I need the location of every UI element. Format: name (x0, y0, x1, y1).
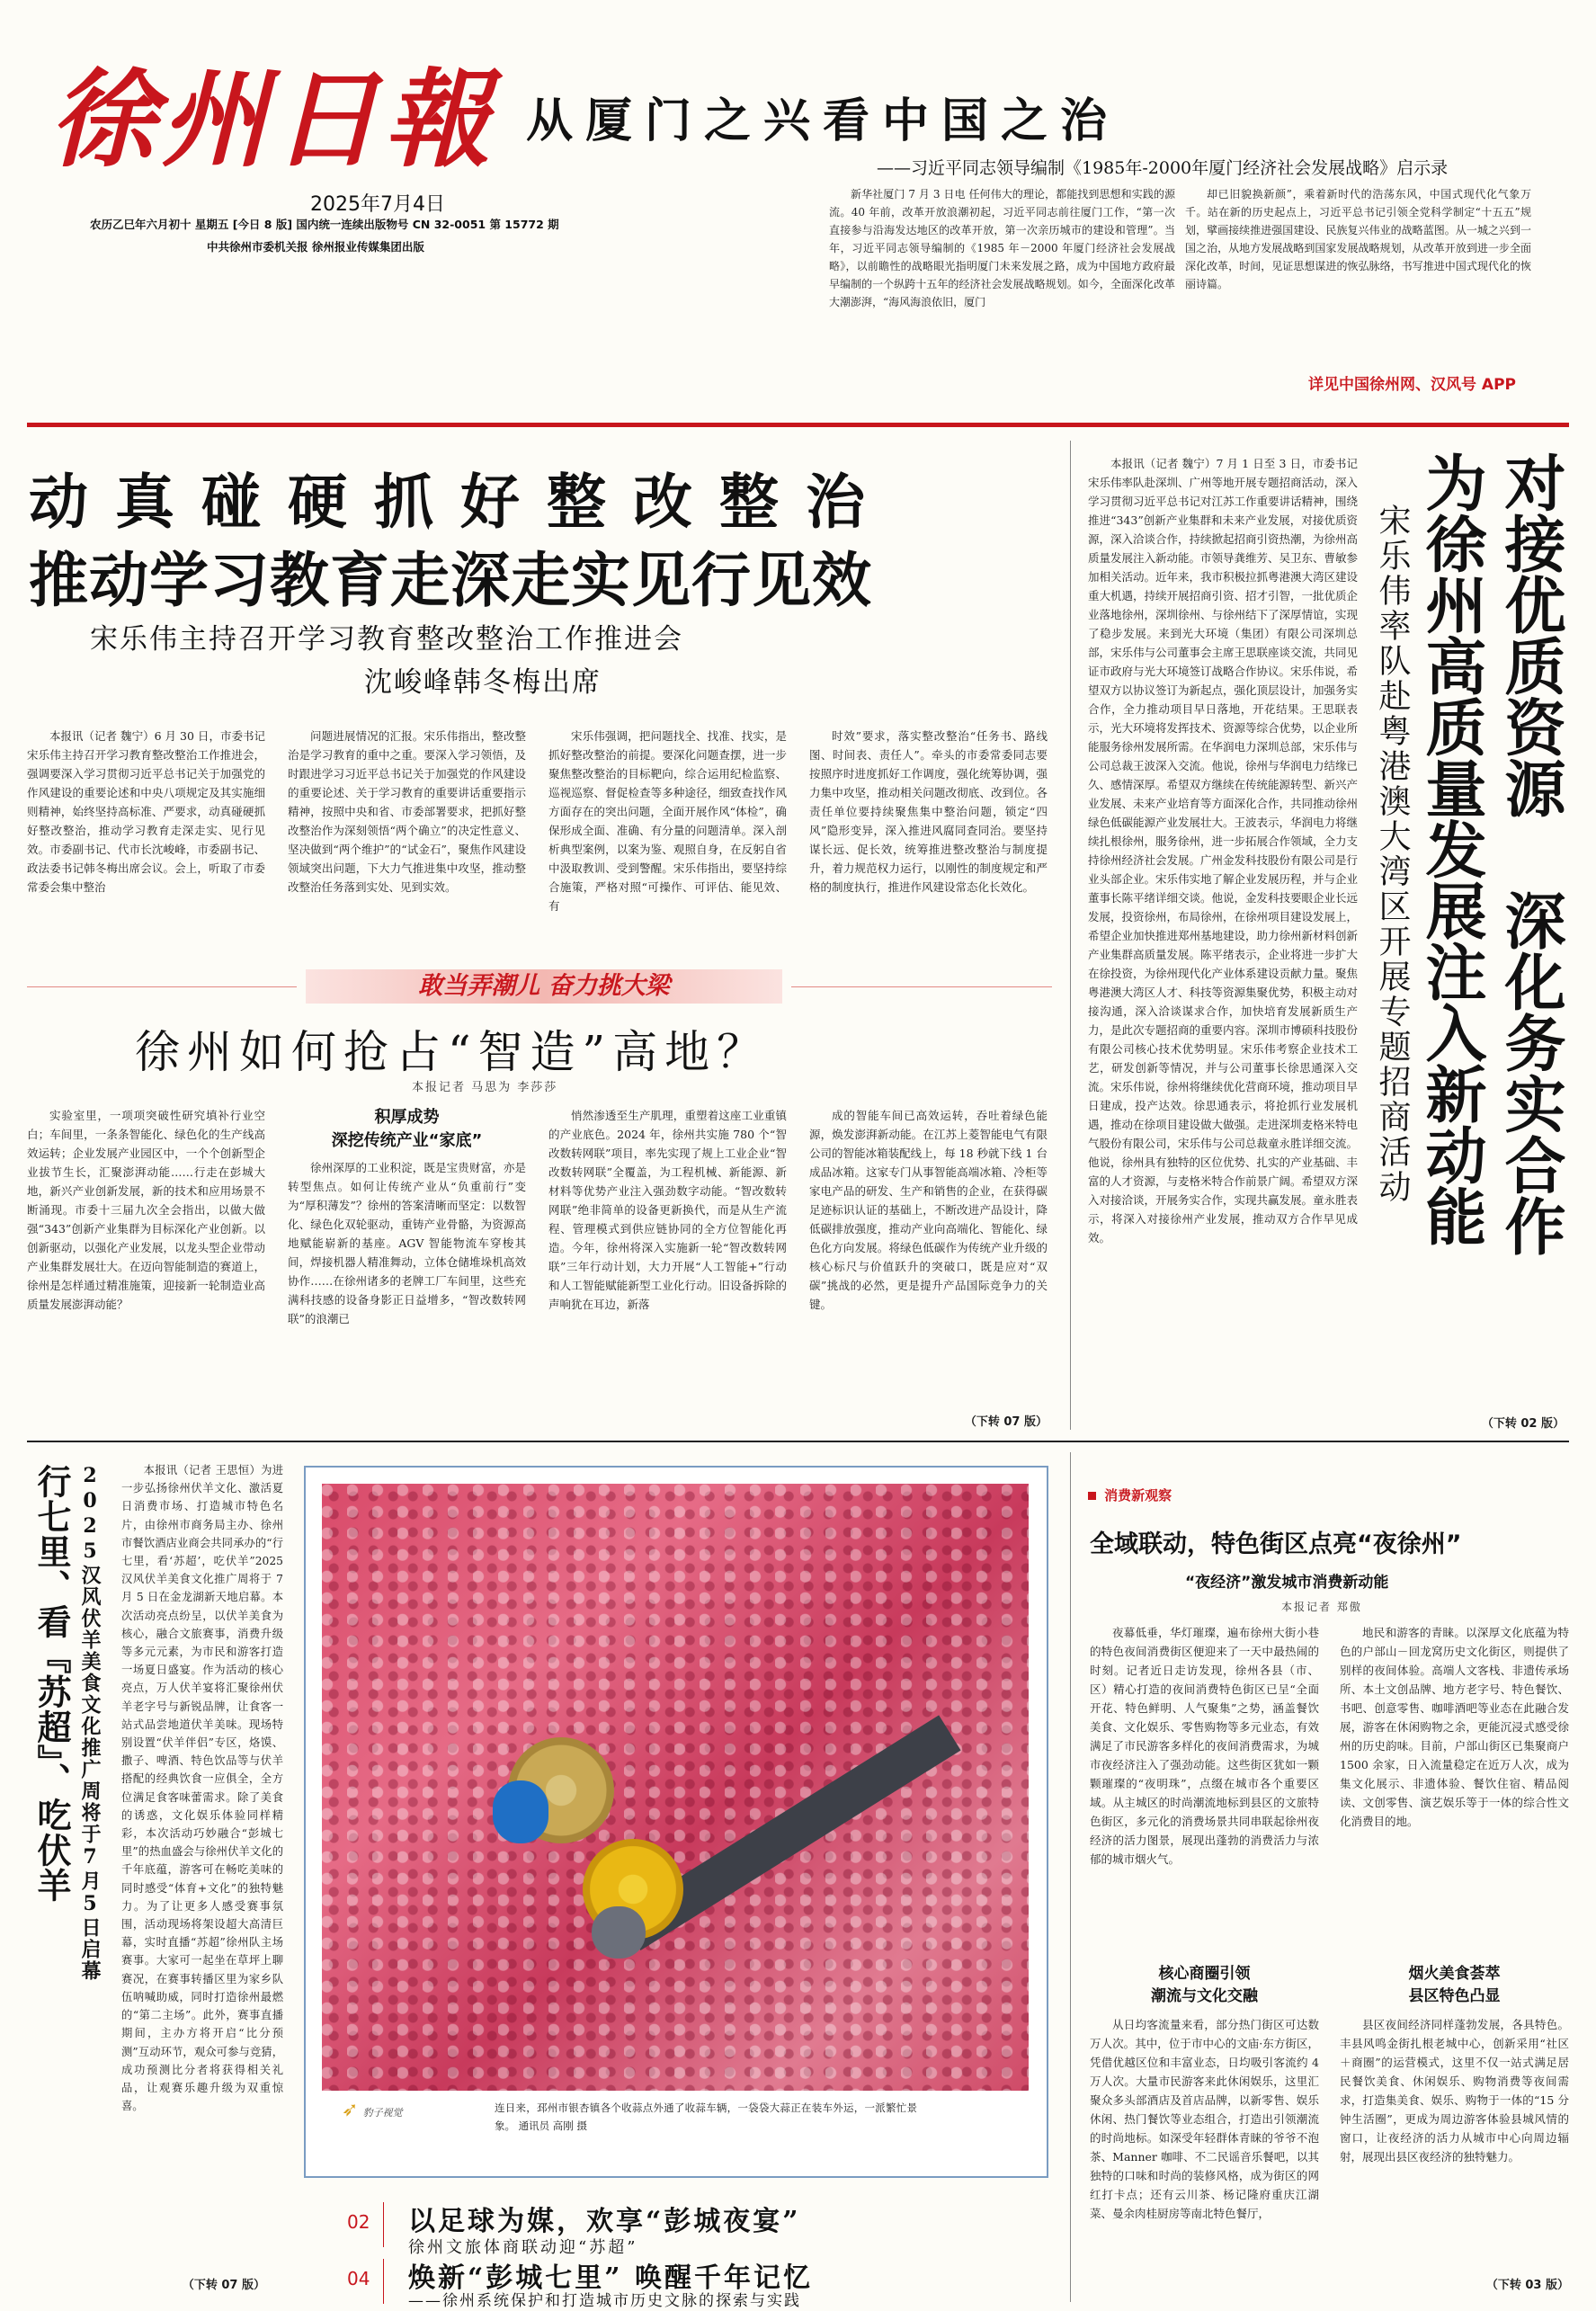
right-story-body: 本报讯（记者 魏宁）7 月 1 日至 3 日，市委书记宋乐伟率队赴深圳、广州等地开展专题招商活动，深入学习贯彻习近平总书记对江苏工作重要讲话精神，围绕推进“343”创新产业集群和未来产业发展，对接优质资源，深入洽谈合作，持续掀起招商引资热潮，为徐州高质量发展注入新动能。市领导龚维芳、吴卫东、曹敏参加相关活动。近年来，我市积极拉抓粤港澳大湾区建设重大机遇，持续开展招商引资、招才引智，一批优质企业落地徐州，深圳徐州、与徐州结下了深厚情谊，实现了稳步发展。来到光大环境（集团）有限公司深圳总部，宋乐伟与公司董事会主席王思联座谈交流，共同见证市政府与光大环境签订战略合作协议。宋乐伟说，希望双方以协议签订为新起点，强化顶层设计，加强务实合作，全力推动项目早日落地，开花结果。王思联表示，光大环境将发挥技术、资源等综合优势，以企业所能服务徐州发展所需。在华润电力深圳总部，宋乐伟与公司总裁王波深入交流。他说，徐州与华润电力结缘已久、感情深厚。希望双方继续在传统能源转型、新兴产业发展、未来产业培育等方面深化合作，共同推动徐州绿色低碳能源产业发展壮大。王波表示，华润电力将继续扎根徐州，服务徐州，进一步拓展合作领域，全力支持徐州经济社会发展。广州金发科技股份有限公司是行业头部企业。宋乐伟实地了解企业发展历程，并与企业董事长陈平绪详细交谈。他说，金发科技要眼企业长远发展，投资徐州，布局徐州，在徐州项目建设发展上，希望企业加快推进郑州基地建设，助力徐州新材料创新产业集群高质量发展。陈平绪表示，企业将进一步扩大在徐投资，为徐州现代化产业体系建设贡献力量。聚焦粤港澳大湾区人才、科技等资源集聚优势，积极主动对接沟通，深入洽谈谋求合作，加快培育发展新质生产力，是此次专题招商的重要内容。深圳市博硕科技股份有限公司核心技术优势明显。宋乐伟考察企业技术工艺，研发创新等情况，并与公司董事长徐思通深入交流。宋乐伟说，徐州将继续优化营商环境，推动项目早日建成，投产达效。徐思通表示，将抢抓行业发展机遇，推动在徐项目建设做大做强。走进深圳麦格米特电气股份有限公司，宋乐伟与公司总裁童永胜详细交流。他说，徐州具有独特的区位优势、扎实的产业基础、丰富的人才资源，与麦格米特合作前景广阔。希望双方深入对接洽谈，开展务实合作，实现共赢发展。童永胜表示，将深入对接徐州产业发展，推动双方合作早见成效。 (1088, 457, 1358, 1245)
photo-badge-text: 豹子视觉 (362, 2107, 403, 2119)
feature-column-1: 实验室里，一项项突破性研究填补行业空白；车间里，一条条智能化、绿色化的生产线高效运转；企业发展产业园区中，一个个创新型企业拔节生长，汇聚澎湃动能……行走在彭城大地，新兴产业创新发展，新的技术和应用场景不断涌现。市委十三届九次全会指出，以做大做强“343”创新产业集群为目标深化产业创新。以创新驱动，以强化产业发展，以龙头型企业带动产业集群发展壮大。在迈向智能制造的赛道上，徐州是怎样通过精准施策，迎接新一轮制造业高质量发展澎湃动能？ (27, 1109, 265, 1311)
left-vertical-jump[interactable]: （下转 07 版） (182, 2279, 265, 2292)
top-story-subtitle: ——习近平同志领导编制《1985年-2000年厦门经济社会发展战略》启示录 (877, 158, 1449, 178)
index-subtitle: ——徐州系统保护和打造城市历史文脉的探索与实践 (408, 2292, 801, 2310)
masthead-logo (49, 52, 496, 187)
consumer-title: 全域联动，特色街区点亮“夜徐州” (1090, 1530, 1462, 1558)
leopard-icon: ➶ (342, 2099, 359, 2121)
index-title: 以足球为媒，欢享“彭城夜宴” (408, 2206, 801, 2237)
left-vertical-body: 本报讯（记者 王思恒）为进一步弘扬徐州伏羊文化、激活夏日消费市场、打造城市特色名片，由徐州市商务局主办、徐州市餐饮酒店业商会共同承办的“行七里，看‘苏超’，吃伏羊”2025 汉风伏羊美食文化推广周将于 7 月 5 日在金龙湖新天地启幕。本次活动亮点纷呈，以伏羊美食为核心，融合文旅赛事，消费升级等多元元素，为市民和游客打造一场夏日盛宴。作为活动的核心亮点，万人伏羊宴将汇聚徐州伏羊老字号与新锐品牌，让食客一站式品尝地道伏羊美味。现场特别设置“伏羊伴侣”专区，烙馍、撒子、啤酒、特色饮品等与伏羊搭配的经典饮食一应俱全，全方位满足食客味蕾需求。除了美食的诱惑，文化娱乐体验同样精彩，本次活动巧妙融合“彭城七里”的热血盛会与徐州伏羊文化的千年底蕴，游客可在畅吃美味的同时感受“体育+文化”的独特魅力。为了让更多人感受赛事氛围，活动现场将架设超大高清巨幕，实时直播“苏超”徐州队主场赛事。大家可一起坐在草坪上聊赛况，在赛事转播区里为家乡队伍呐喊助威，同时打造徐州最燃的“第二主场”。此外，赛事直播期间，主办方将开启“比分预测”互动环节，观众可参与竞猜，成功预测比分者将获得相关礼品，让观赛乐趣升级为双重惊喜。 (121, 1464, 283, 2113)
right-story-jump[interactable]: （下转 02 版） (1481, 1417, 1565, 1431)
index-item-04[interactable] (304, 2255, 1045, 2309)
consumer-subhead-3: 烟火美食荟萃 (1408, 1965, 1501, 1983)
tag-square-icon (1088, 1492, 1096, 1500)
feature-banner-rule-left (27, 986, 297, 987)
index-item-02[interactable] (304, 2199, 1045, 2257)
index-title: 焕新“彭城七里” 唤醒千年记忆 (408, 2262, 813, 2294)
masthead-logo-text: 徐州日報 (49, 57, 496, 182)
feature-jump[interactable]: （下转 07 版） (964, 1415, 1048, 1429)
index-subtitle: 徐州文旅体商联动迎“苏超” (408, 2238, 638, 2257)
consumer-column-2 (1340, 1623, 1569, 2293)
masthead-sponsor: 中共徐州市委机关报 徐州报业传媒集团出版 (207, 240, 424, 254)
top-story-title: 从厦门之兴看中国之治 (526, 94, 1120, 148)
masthead-divider (27, 423, 1569, 427)
consumer-column-1b-text: 从日均客流量来看，部分热门街区可达数万人次。其中，位于市中心的文庙·东方街区，凭借优越区位和丰富业态，日均吸引客流约 4 万人次。大量市民游客来此休闲娱乐，这里汇聚众多头部酒店及首店品牌，以新零售、娱乐休闲、热门餐饮等业态组合，打造出引领潮流的时尚地标。如深受年轻群体青睐的爷爷不泡茶、Manner 咖啡、不二民谣音乐餐吧，以其独特的口味和时尚的装修风格，成为街区的网红打卡点；还有云川茶、杨记隆府重庆江湖菜、曼余肉桂厨房等南北特色餐厅， (1090, 2018, 1319, 2220)
lead-title-line-1: 动真碰硬抓好整改整治 (29, 468, 892, 537)
lead-column-4: 时效”要求，落实整改整治“任务书、路线图、时间表、责任人”。牵头的市委常委同志要按照序时进度抓好工作调度，强化统筹协调，强力集中攻坚，推动相关问题改彻底、改到位。各责任单位要持续聚焦集中整治问题，锁定“四风”隐形变异，深入推进风腐同查同治。要坚持谋长远、促长效，统筹推进整改整治与制度提升，着力规范权力运行，以刚性的制度规定和严格的制度执行，推进作风建设常态化长效化。 (809, 729, 1048, 894)
index-page-number: 04 (347, 2268, 370, 2289)
feature-column-3: 悄然渗透至生产肌理，重塑着这座工业重镇的产业底色。2024 年，徐州共实施 780 个“智改数转网联”项目，率先实现了规上工业企业“智改数转网联”全覆盖，为工程机械、新能源、新材料等优势产业注入强劲数字动能。“智改数转网联”绝非简单的设备更新换代，而是从生产流程、管理模式到供应链协同的全方位智能化再造。今年，徐州将深入实施新一轮“智改数转网联”三年行动计划，大力开展“人工智能+”行动和人工智能赋能新型工业化行动。旧设备拆除的声响犹在耳边，新落 (548, 1109, 787, 1311)
left-vertical-subtitle: 2025汉风伏羊美食文化推广周将于7月5日启幕 (78, 1464, 102, 1982)
consumer-subhead-4: 县区特色凸显 (1408, 1987, 1501, 2005)
top-story-column-1: 新华社厦门 7 月 3 日电 任何伟大的理论，都能找到思想和实践的源流。40 年前，改革开放浪潮初起，习近平同志前往厦门工作，“第一次直接参与沿海发达地区的改革开放，第一次亲历城市的建设和管理”。当年，习近平同志领导编制的《1985 年－2000 年厦门经济社会发展战略》，以前瞻性的战略眼光指明厦门未来发展之路，成为中国地方政府最早编制的一个纵跨十五年的经济社会发展战略规划。如今，全面深化改革大潮澎湃，“海风海浪依旧，厦门 (829, 188, 1175, 308)
top-story-more-link[interactable]: 详见中国徐州网、汉风号 APP (1308, 376, 1516, 394)
consumer-column-2-text: 地民和游客的青睐。以深厚文化底蕴为特色的户部山－回龙窝历史文化街区，则提供了别样的夜间体验。高端人文客栈、非遗传承场所、本土文创品牌、地方老字号、特色餐饮、书吧、创意零售、咖啡酒吧等业态在此融合发展，游客在休闲购物之余，更能沉浸式感受徐州的历史韵味。目前，户部山街区已集聚商户 1500 余家，日入流量稳定在近万人次，成为集文化展示、非遗体验、餐饮住宿、精品阅读、文创零售、演艺娱乐等于一体的综合性文化消费目的地。 (1340, 1626, 1569, 1828)
feature-column-4: 成的智能车间已高效运转，吞吐着绿色能源，焕发澎湃新动能。在江苏上菱智能电气有限公司的智能冰箱装配线上，每 18 秒就下线 1 台成品冰箱。这家专门从事智能高端冰箱、冷柜等家电产品的研发、生产和销售的企业，在获得碳足迹标识认证的基础上，不断改进产品设计，降低碳排放强度，推动产业向高端化、智能化、绿色化方向发展。将绿色低碳作为传统产业升级的核心标尺与价值跃升的突破口，既是应对“双碳”挑战的必然，更是提升产品国际竞争力的关键。 (809, 1109, 1048, 1311)
consumer-tag-text: 消费新观察 (1104, 1487, 1172, 1503)
worker-shirt-2 (592, 1906, 646, 1959)
lead-subtitle-1: 宋乐伟主持召开学习教育整改整治工作推进会 (90, 623, 683, 656)
photo-frame (304, 1466, 1048, 2178)
feature-subhead-2: 深挖传统产业“家底” (331, 1131, 483, 1150)
feature-title: 徐州如何抢占“智造”高地？ (135, 1026, 770, 1078)
consumer-subtitle: “夜经济”激发城市消费新动能 (1185, 1574, 1389, 1592)
photo-badge (342, 2099, 441, 2126)
top-story-column-2: 却已旧貌换新颜”，乘着新时代的浩荡东风，中国式现代化气象万千。站在新的历史起点上，习近平总书记引领全党科学制定“十五五”规划，擘画接续推进强国建设、民族复兴伟业的战略蓝图。从一城之兴到一国之治，从地方发展战略到国家发展战略规划，从改革开放到进一步全面深化改革，时间，见证思想谋进的恢弘脉络，书写推进中国式现代化的恢丽诗篇。 (1185, 188, 1531, 290)
consumer-subhead-1: 核心商圈引领 (1158, 1965, 1251, 1983)
lead-subtitle-2: 沈峻峰韩冬梅出席 (364, 666, 602, 699)
lead-column-1: 本报讯（记者 魏宁）6 月 30 日，市委书记宋乐伟主持召开学习教育整改整治工作推进会，强调要深入学习贯彻习近平总书记关于加强党的作风建设的重要论述和中央八项规定及其实施细则精神，始终坚持高标准、严要求，动真碰硬抓好整改整治，推动学习教育走深走实、见行见效。市委副书记、代市长沈峻峰，市委副书记、政法委书记韩冬梅出席会议。会上，听取了市委常委会集中整治 (27, 729, 265, 894)
consumer-column-1 (1090, 1623, 1319, 2293)
index-page-number: 02 (347, 2211, 370, 2233)
feature-banner (306, 969, 782, 1004)
right-story-title-col-2: 为徐州高质量发展注入新动能 (1415, 451, 1486, 1246)
right-column-divider (1070, 441, 1071, 1430)
lead-column-2: 问题进展情况的汇报。宋乐伟指出，整改整治是学习教育的重中之重。要深入学习领悟，及时跟进学习习近平总书记关于加强党的作风建设的重要论述、关于学习教育的重要讲话重要指示精神，按照中央和省、市委部署要求，把抓好整改整治作为深刻领悟“两个确立”的决定性意义、坚决做到“两个维护”的“试金石”，聚焦作风建设领域突出问题，下大力气推进集中攻坚，推动整改整治任务落到实处、见到实效。 (288, 729, 526, 894)
feature-banner-rule-right (791, 986, 1052, 987)
right-story-subtitle: 宋乐伟率队赴粤港澳大湾区开展专题招商活动 (1374, 504, 1411, 1205)
left-vertical-title: 行七里、看『苏超』、吃伏羊 (31, 1464, 71, 1903)
masthead-date: 2025年7月4日 (310, 193, 445, 216)
feature-banner-text: 敢当弄潮儿 奋力挑大梁 (418, 972, 670, 1000)
consumer-byline: 本报记者 郑傲 (1281, 1601, 1362, 1613)
mid-page-rule (27, 1441, 1569, 1442)
lead-title-line-2: 推动学习教育走深走实见行见效 (29, 546, 872, 615)
masthead-info: 农历乙巳年六月初十 星期五 [今日 8 版] 国内统一连续出版物号 CN 32-0051 第 15772 期 (90, 218, 559, 231)
consumer-subhead-2: 潮流与文化交融 (1151, 1987, 1258, 2005)
bottom-right-divider (1070, 1452, 1071, 2302)
consumer-column-1-text: 夜幕低垂，华灯璀璨，遍布徐州大街小巷的特色夜间消费街区便迎来了一天中最热闹的时刻。记者近日走访发现，徐州各县（市、区）精心打造的夜间消费特色街区已呈“全面开花、特色鲜明、人气聚集”之势，涵盖餐饮美食、文化娱乐、零售购物等多元业态，有效满足了市民游客多样化的夜间消费需求，为城市夜经济注入了强劲动能。这些街区犹如一颗颗璀璨的“夜明珠”，点缀在城市各个重要区域。从主城区的时尚潮流地标到县区的文旅特色街区，多元化的消费场景共同串联起徐州夜经济的活力图景，展现出蓬勃的消费活力与浓郁的城市烟火气。 (1090, 1626, 1319, 1866)
garlic-photo (322, 1484, 1029, 2091)
right-story-title-col-1: 对接优质资源 深化务实合作 (1494, 451, 1565, 1256)
lead-column-3: 宋乐伟强调，把问题找全、找准、找实，是抓好整改整治的前提。要深化问题查摆，进一步聚焦整改整治的目标靶向，综合运用纪检监察、巡视巡察、督促检查等多种途径，细致查找作风方面存在的突出问题，全面开展作风“体检”，确保形成全面、准确、有分量的问题清单。深入剖析典型案例，以案为鉴、观照自身，在反躬自省中汲取教训、受到警醒。宋乐伟指出，要坚持综合施策，严格对照“可操作、可评估、能见效、有 (548, 729, 787, 913)
photo-caption: 连日来，邳州市银杏镇各个收蒜点外通了收蒜车辆，一袋袋大蒜正在装车外运，一派繁忙景象。 通讯员 高刚 摄 (495, 2101, 917, 2132)
right-story-headline (1412, 451, 1569, 1355)
feature-column-2 (288, 1106, 526, 1427)
consumer-jump[interactable]: （下转 03 版） (1485, 2279, 1569, 2292)
worker-shirt-1 (493, 1780, 548, 1843)
feature-subhead-1: 积厚成势 (374, 1108, 440, 1127)
feature-column-2-text: 徐州深厚的工业积淀，既是宝贵财富，亦是转型焦点。如何让传统产业从“负重前行”变为“厚积薄发”？徐州的答案清晰而坚定：以数智化、绿色化双轮驱动，重铸产业骨骼，为资源高地赋能崭新的基座。AGV 智能物流车穿梭其间，焊接机器人精准舞动，立体仓储堆垛机高效协作……在徐州诸多的老牌工厂车间里，这些充满科技感的设备身影正日益增多，“智改数转网联”的浪潮已 (288, 1161, 526, 1325)
consumer-column-2b-text: 县区夜间经济同样蓬勃发展，各具特色。丰县风鸣金街扎根老城中心，创新采用“社区＋商圈”的运营模式，这里不仅一站式满足居民餐饮美食、休闲娱乐、购物消费等夜间需求，打造集美食、娱乐、购物于一体的“15 分钟生活圈”，更成为周边游客体验县城风情的窗口，让夜经济的活力从城市中心向周边辐射，展现出县区夜经济的独特魅力。 (1340, 2018, 1569, 2164)
feature-byline: 本报记者 马思为 李莎莎 (412, 1081, 558, 1094)
consumer-tag (1088, 1486, 1172, 1504)
